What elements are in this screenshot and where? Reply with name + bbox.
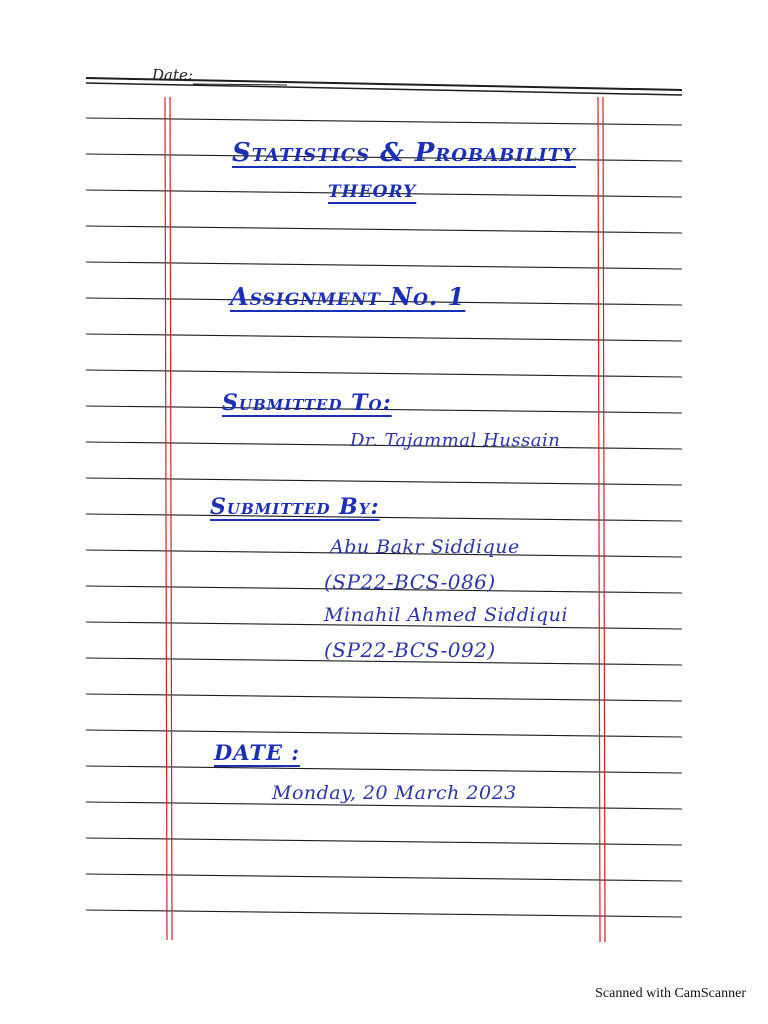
ruled-line xyxy=(86,118,682,125)
student-1-id: (SP22-BCS-086) xyxy=(324,570,496,594)
submitted-by-heading: Submitted By: xyxy=(210,494,380,520)
ruled-line xyxy=(86,730,682,737)
ruled-line xyxy=(86,262,682,269)
ruled-line xyxy=(86,910,682,917)
submitted-to-name: Dr. Tajammal Hussain xyxy=(350,430,561,451)
submitted-to-heading: Submitted To: xyxy=(222,390,392,416)
ruled-line xyxy=(86,838,682,845)
ruled-line xyxy=(86,766,682,773)
ruled-line xyxy=(86,478,682,485)
student-2-name: Minahil Ahmed Siddiqui xyxy=(324,604,568,626)
date-label: Date: xyxy=(152,66,193,84)
right-margin-line xyxy=(598,97,605,942)
ruled-line xyxy=(86,874,682,881)
student-2-id: (SP22-BCS-092) xyxy=(324,638,496,662)
ruled-line xyxy=(86,694,682,701)
ruled-line xyxy=(86,370,682,377)
date-value: Monday, 20 March 2023 xyxy=(272,782,517,804)
ruled-line xyxy=(86,334,682,341)
scanner-watermark: Scanned with CamScanner xyxy=(595,986,746,1001)
student-1-name: Abu Bakr Siddique xyxy=(330,536,520,558)
date-heading: DATE : xyxy=(214,740,301,765)
ruled-line xyxy=(86,226,682,233)
title-line-1: Statistics & Probability xyxy=(232,138,577,168)
ruled-line xyxy=(86,514,682,521)
title-line-2: THEORY xyxy=(328,182,417,202)
left-margin-line xyxy=(165,97,172,940)
assignment-label: Assignment No. 1 xyxy=(230,282,466,311)
